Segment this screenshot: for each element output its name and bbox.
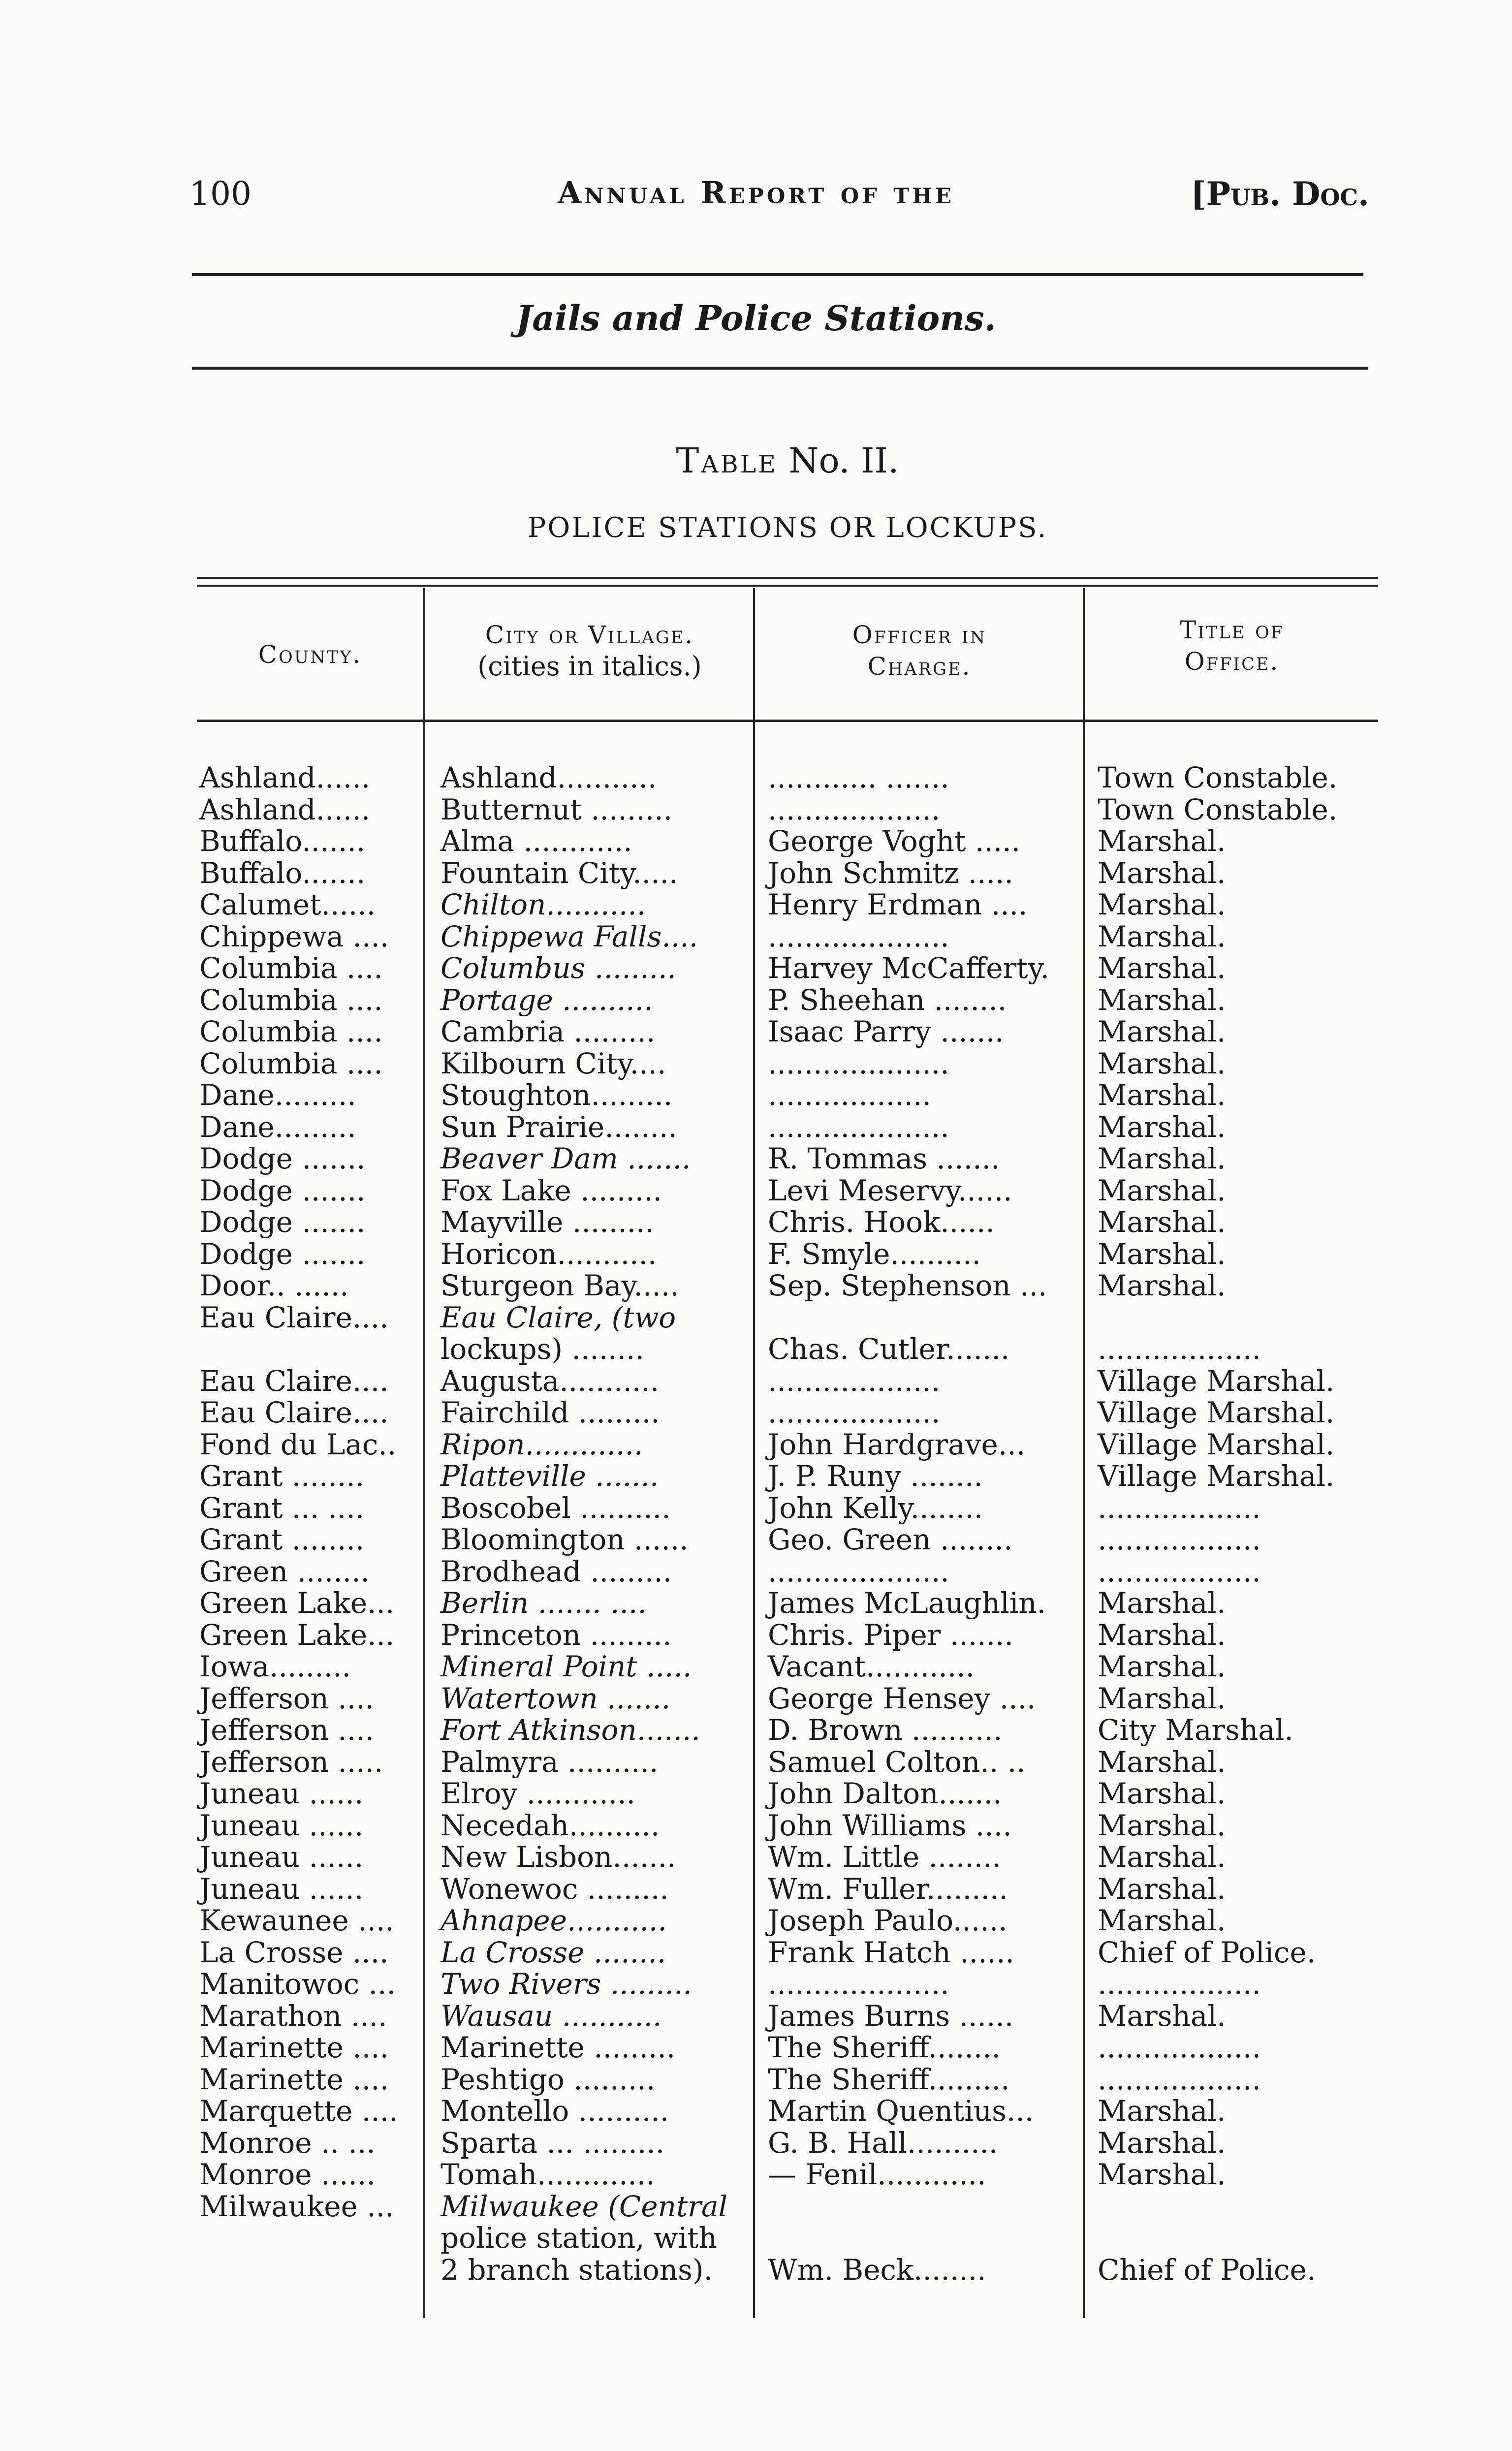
row-county: Eau Claire.... xyxy=(199,1396,389,1429)
row-title: Chief of Police. xyxy=(1098,1935,1316,1969)
row-city: Boscobel .......... xyxy=(441,1491,671,1525)
header-officer-line2: Charge. xyxy=(867,652,972,681)
row-title: Marshal. xyxy=(1098,1650,1226,1683)
row-title: Marshal. xyxy=(1098,1777,1226,1810)
row-officer: Chas. Cutler....... xyxy=(768,1332,1010,1366)
row-title: Marshal. xyxy=(1098,951,1226,985)
row-officer: Isaac Parry ....... xyxy=(768,1015,1004,1048)
row-county: Ashland...... xyxy=(199,761,371,794)
table-rule-top-2 xyxy=(197,585,1378,587)
header-officer xyxy=(756,619,1083,682)
row-city: Sturgeon Bay..... xyxy=(441,1269,679,1302)
row-county: Green ........ xyxy=(199,1554,370,1588)
row-county: Kewaunee .... xyxy=(199,1904,394,1937)
row-title: Town Constable. xyxy=(1098,761,1338,794)
row-city: Augusta........... xyxy=(441,1364,660,1398)
row-officer: .................... xyxy=(768,1110,949,1144)
row-officer: .................... xyxy=(768,919,949,953)
row-officer: Levi Meservy...... xyxy=(768,1173,1012,1207)
row-city: Princeton ......... xyxy=(441,1618,672,1652)
table-header-rule xyxy=(197,720,1378,722)
rule-top xyxy=(192,273,1363,276)
row-county: Eau Claire.... xyxy=(199,1300,389,1334)
row-title: Marshal. xyxy=(1098,856,1226,890)
row-officer: Martin Quentius... xyxy=(768,2094,1034,2128)
row-officer: James Burns ...... xyxy=(768,1999,1014,2033)
row-title: Marshal. xyxy=(1098,1205,1226,1239)
row-title: Marshal. xyxy=(1098,1237,1226,1271)
row-officer: Samuel Colton.. .. xyxy=(768,1745,1026,1779)
row-title: .................. xyxy=(1098,1554,1261,1588)
running-head xyxy=(0,175,1512,219)
row-officer: John Kelly........ xyxy=(768,1491,983,1525)
row-title: Marshal. xyxy=(1098,1269,1226,1302)
row-title: Marshal. xyxy=(1098,2094,1226,2128)
row-county: Green Lake... xyxy=(199,1586,395,1620)
row-city: Montello .......... xyxy=(441,2094,669,2128)
column-divider-2 xyxy=(753,588,755,2318)
row-city: Fort Atkinson....... xyxy=(441,1713,700,1747)
row-title: Marshal. xyxy=(1098,1078,1226,1112)
row-title: Village Marshal. xyxy=(1098,1364,1335,1398)
row-county: Jefferson ..... xyxy=(199,1745,383,1779)
row-city: Fountain City..... xyxy=(441,856,678,890)
table-number xyxy=(0,440,1512,481)
header-city xyxy=(426,619,753,682)
row-title: Marshal. xyxy=(1098,1110,1226,1144)
row-city: Fox Lake ......... xyxy=(441,1173,662,1207)
row-city: Platteville ....... xyxy=(441,1459,659,1493)
row-county: Iowa......... xyxy=(199,1650,351,1683)
row-city: Marinette ......... xyxy=(441,2031,676,2064)
row-county: Marathon .... xyxy=(199,1999,387,2033)
row-title: Chief of Police. xyxy=(1098,2253,1316,2287)
row-county: Columbia .... xyxy=(199,983,383,1017)
row-city: Bloomington ...... xyxy=(441,1523,689,1556)
row-title: Marshal. xyxy=(1098,1999,1226,2033)
row-city: Fairchild ......... xyxy=(441,1396,660,1429)
row-city: La Crosse ........ xyxy=(441,1935,666,1969)
row-officer: ................... xyxy=(768,1396,941,1429)
row-city: Peshtigo ......... xyxy=(441,2062,656,2096)
row-city: police station, with xyxy=(441,2221,717,2255)
row-city: Sparta ... ......... xyxy=(441,2126,665,2160)
row-county: Juneau ...... xyxy=(199,1840,364,1874)
row-title: Town Constable. xyxy=(1098,792,1338,826)
row-officer: John Schmitz ..... xyxy=(768,856,1013,890)
row-city: Watertown ....... xyxy=(441,1681,671,1715)
row-county: Juneau ...... xyxy=(199,1808,364,1842)
row-officer: Frank Hatch ...... xyxy=(768,1935,1014,1969)
row-city: Butternut ......... xyxy=(441,792,673,826)
header-title-line2: Office. xyxy=(1184,647,1280,676)
row-city: Columbus ......... xyxy=(441,951,676,985)
row-officer: G. B. Hall.......... xyxy=(768,2126,998,2160)
header-officer-line1: Officer in xyxy=(852,621,987,649)
table-subtitle: POLICE STATIONS OR LOCKUPS. xyxy=(527,512,1048,544)
row-officer: .................. xyxy=(768,1078,931,1112)
header-title-line1: Title of xyxy=(1179,616,1285,644)
row-county: Dodge ....... xyxy=(199,1237,366,1271)
row-city: 2 branch stations). xyxy=(441,2253,713,2287)
row-county: Grant ........ xyxy=(199,1459,365,1493)
row-county: Marquette .... xyxy=(199,2094,398,2128)
row-officer: John Dalton....... xyxy=(768,1777,1002,1810)
row-officer: R. Tommas ....... xyxy=(768,1142,1000,1175)
row-title: City Marshal. xyxy=(1098,1713,1293,1747)
header-city-line2: (cities in italics.) xyxy=(477,651,702,682)
row-officer: J. P. Runy ........ xyxy=(768,1459,983,1493)
row-officer: ............ ....... xyxy=(768,761,949,794)
row-officer: The Sheriff........ xyxy=(768,2031,1001,2064)
row-title: .................. xyxy=(1098,1332,1261,1366)
row-city: Mineral Point ..... xyxy=(441,1650,692,1683)
column-divider-3 xyxy=(1083,588,1085,2318)
header-county xyxy=(197,639,423,670)
column-divider-1 xyxy=(423,588,425,2318)
row-officer: .................... xyxy=(768,1967,949,2001)
row-officer: .................... xyxy=(768,1554,949,1588)
row-county: Chippewa .... xyxy=(199,919,389,953)
row-county: Dodge ....... xyxy=(199,1142,366,1175)
row-city: Sun Prairie........ xyxy=(441,1110,677,1144)
header-city-line1: City or Village. xyxy=(485,621,694,649)
row-county: Buffalo....... xyxy=(199,856,366,890)
row-title: Marshal. xyxy=(1098,2126,1226,2160)
row-title: Marshal. xyxy=(1098,1142,1226,1175)
row-title: Marshal. xyxy=(1098,824,1226,858)
row-county: Green Lake... xyxy=(199,1618,395,1652)
row-city: Elroy ............ xyxy=(441,1777,635,1810)
row-county: La Crosse .... xyxy=(199,1935,389,1969)
row-officer: James McLaughlin. xyxy=(768,1586,1046,1620)
row-county: Calumet...... xyxy=(199,888,376,921)
row-title: Marshal. xyxy=(1098,1015,1226,1048)
row-title: .................. xyxy=(1098,2031,1261,2064)
rule-under-section xyxy=(192,367,1368,370)
row-county: Buffalo....... xyxy=(199,824,366,858)
row-city: Mayville ......... xyxy=(441,1205,654,1239)
row-officer: John Williams .... xyxy=(768,1808,1012,1842)
row-city: Ashland........... xyxy=(441,761,657,794)
row-officer: — Fenil............ xyxy=(768,2158,986,2191)
row-title: Marshal. xyxy=(1098,1618,1226,1652)
row-county: Dodge ....... xyxy=(199,1205,366,1239)
row-officer: Wm. Beck........ xyxy=(768,2253,986,2287)
row-county: Columbia .... xyxy=(199,1015,383,1048)
table-label: Table xyxy=(676,440,778,481)
row-city: Two Rivers ......... xyxy=(441,1967,692,2001)
row-officer: ................... xyxy=(768,792,941,826)
row-county: Grant ........ xyxy=(199,1523,365,1556)
row-county: Fond du Lac.. xyxy=(199,1427,397,1461)
row-city: Alma ............ xyxy=(441,824,632,858)
row-title: Village Marshal. xyxy=(1098,1427,1335,1461)
row-county: Milwaukee ... xyxy=(199,2189,394,2223)
section-title: Jails and Police Stations. xyxy=(516,298,996,339)
row-county: Columbia .... xyxy=(199,951,383,985)
row-city: Milwaukee (Central xyxy=(441,2189,728,2223)
row-officer: ................... xyxy=(768,1364,941,1398)
row-county: Manitowoc ... xyxy=(199,1967,396,2001)
row-title: .................. xyxy=(1098,1491,1261,1525)
row-officer: Chris. Hook...... xyxy=(768,1205,995,1239)
row-title: .................. xyxy=(1098,1523,1261,1556)
row-officer: D. Brown .......... xyxy=(768,1713,1003,1747)
row-city: Ahnapee........... xyxy=(441,1904,667,1937)
row-county: Dane......... xyxy=(199,1110,356,1144)
row-county: Columbia .... xyxy=(199,1046,383,1080)
row-officer: Joseph Paulo...... xyxy=(768,1904,1008,1937)
row-county: Monroe ...... xyxy=(199,2158,376,2191)
row-officer: Henry Erdman .... xyxy=(768,888,1028,921)
row-title: Marshal. xyxy=(1098,1046,1226,1080)
row-city: Chippewa Falls.... xyxy=(441,919,698,953)
row-officer: Wm. Fuller......... xyxy=(768,1872,1008,1906)
row-city: Kilbourn City.... xyxy=(441,1046,666,1080)
row-city: Berlin ....... .... xyxy=(441,1586,647,1620)
row-county: Dodge ....... xyxy=(199,1173,366,1207)
row-county: Door.. ...... xyxy=(199,1269,349,1302)
row-county: Juneau ...... xyxy=(199,1872,364,1906)
row-county: Dane......... xyxy=(199,1078,356,1112)
row-city: New Lisbon....... xyxy=(441,1840,676,1874)
row-title: Marshal. xyxy=(1098,919,1226,953)
page-number: 100 xyxy=(189,175,252,213)
row-city: Tomah............. xyxy=(441,2158,655,2191)
row-title: Marshal. xyxy=(1098,888,1226,921)
row-officer: Geo. Green ........ xyxy=(768,1523,1013,1556)
row-city: Palmyra .......... xyxy=(441,1745,659,1779)
row-title: Marshal. xyxy=(1098,2158,1226,2191)
row-title: Marshal. xyxy=(1098,1681,1226,1715)
row-city: Chilton........... xyxy=(441,888,646,921)
row-city: Horicon........... xyxy=(441,1237,657,1271)
row-city: Beaver Dam ....... xyxy=(441,1142,691,1175)
row-title: Village Marshal. xyxy=(1098,1459,1335,1493)
row-officer: F. Smyle.......... xyxy=(768,1237,981,1271)
row-city: Brodhead ......... xyxy=(441,1554,672,1588)
row-title: .................. xyxy=(1098,2062,1261,2096)
row-officer: P. Sheehan ........ xyxy=(768,983,1007,1017)
row-title: Marshal. xyxy=(1098,1745,1226,1779)
row-city: Eau Claire, (two xyxy=(441,1300,676,1334)
row-title: Marshal. xyxy=(1098,1808,1226,1842)
row-city: Wausau ........... xyxy=(441,1999,662,2033)
row-county: Marinette .... xyxy=(199,2062,389,2096)
row-title: Marshal. xyxy=(1098,1586,1226,1620)
row-title: Marshal. xyxy=(1098,1904,1226,1937)
row-city: Cambria ......... xyxy=(441,1015,656,1048)
row-city: lockups) ........ xyxy=(441,1332,644,1366)
row-officer: The Sheriff......... xyxy=(768,2062,1010,2096)
row-title: Village Marshal. xyxy=(1098,1396,1335,1429)
row-officer: .................... xyxy=(768,1046,949,1080)
row-officer: George Voght ..... xyxy=(768,824,1021,858)
row-city: Necedah.......... xyxy=(441,1808,660,1842)
row-title: Marshal. xyxy=(1098,983,1226,1017)
row-city: Ripon............. xyxy=(441,1427,643,1461)
header-title xyxy=(1086,614,1378,677)
row-officer: Vacant............ xyxy=(768,1650,975,1683)
row-city: Wonewoc ......... xyxy=(441,1872,669,1906)
running-head-right: [Pub. Doc. xyxy=(1191,175,1369,213)
running-title: Annual Report of the xyxy=(558,175,954,211)
row-county: Eau Claire.... xyxy=(199,1364,389,1398)
row-officer: George Hensey .... xyxy=(768,1681,1036,1715)
row-officer: Chris. Piper ....... xyxy=(768,1618,1013,1652)
row-county: Jefferson .... xyxy=(199,1681,375,1715)
row-title: Marshal. xyxy=(1098,1840,1226,1874)
row-city: Portage .......... xyxy=(441,983,653,1017)
row-officer: Harvey McCafferty. xyxy=(768,951,1050,985)
header-county-label: County. xyxy=(258,640,362,669)
row-title: Marshal. xyxy=(1098,1173,1226,1207)
row-county: Grant ... .... xyxy=(199,1491,365,1525)
row-officer: Wm. Little ........ xyxy=(768,1840,1001,1874)
row-officer: Sep. Stephenson ... xyxy=(768,1269,1047,1302)
table-number-value: No. II. xyxy=(788,440,899,481)
row-title: .................. xyxy=(1098,1967,1261,2001)
row-county: Marinette .... xyxy=(199,2031,389,2064)
row-title: Marshal. xyxy=(1098,1872,1226,1906)
table-rule-top-1 xyxy=(197,577,1378,579)
row-county: Jefferson .... xyxy=(199,1713,375,1747)
row-county: Juneau ...... xyxy=(199,1777,364,1810)
row-county: Monroe .. ... xyxy=(199,2126,376,2160)
row-county: Ashland...... xyxy=(199,792,371,826)
row-city: Stoughton......... xyxy=(441,1078,673,1112)
row-officer: John Hardgrave... xyxy=(768,1427,1026,1461)
